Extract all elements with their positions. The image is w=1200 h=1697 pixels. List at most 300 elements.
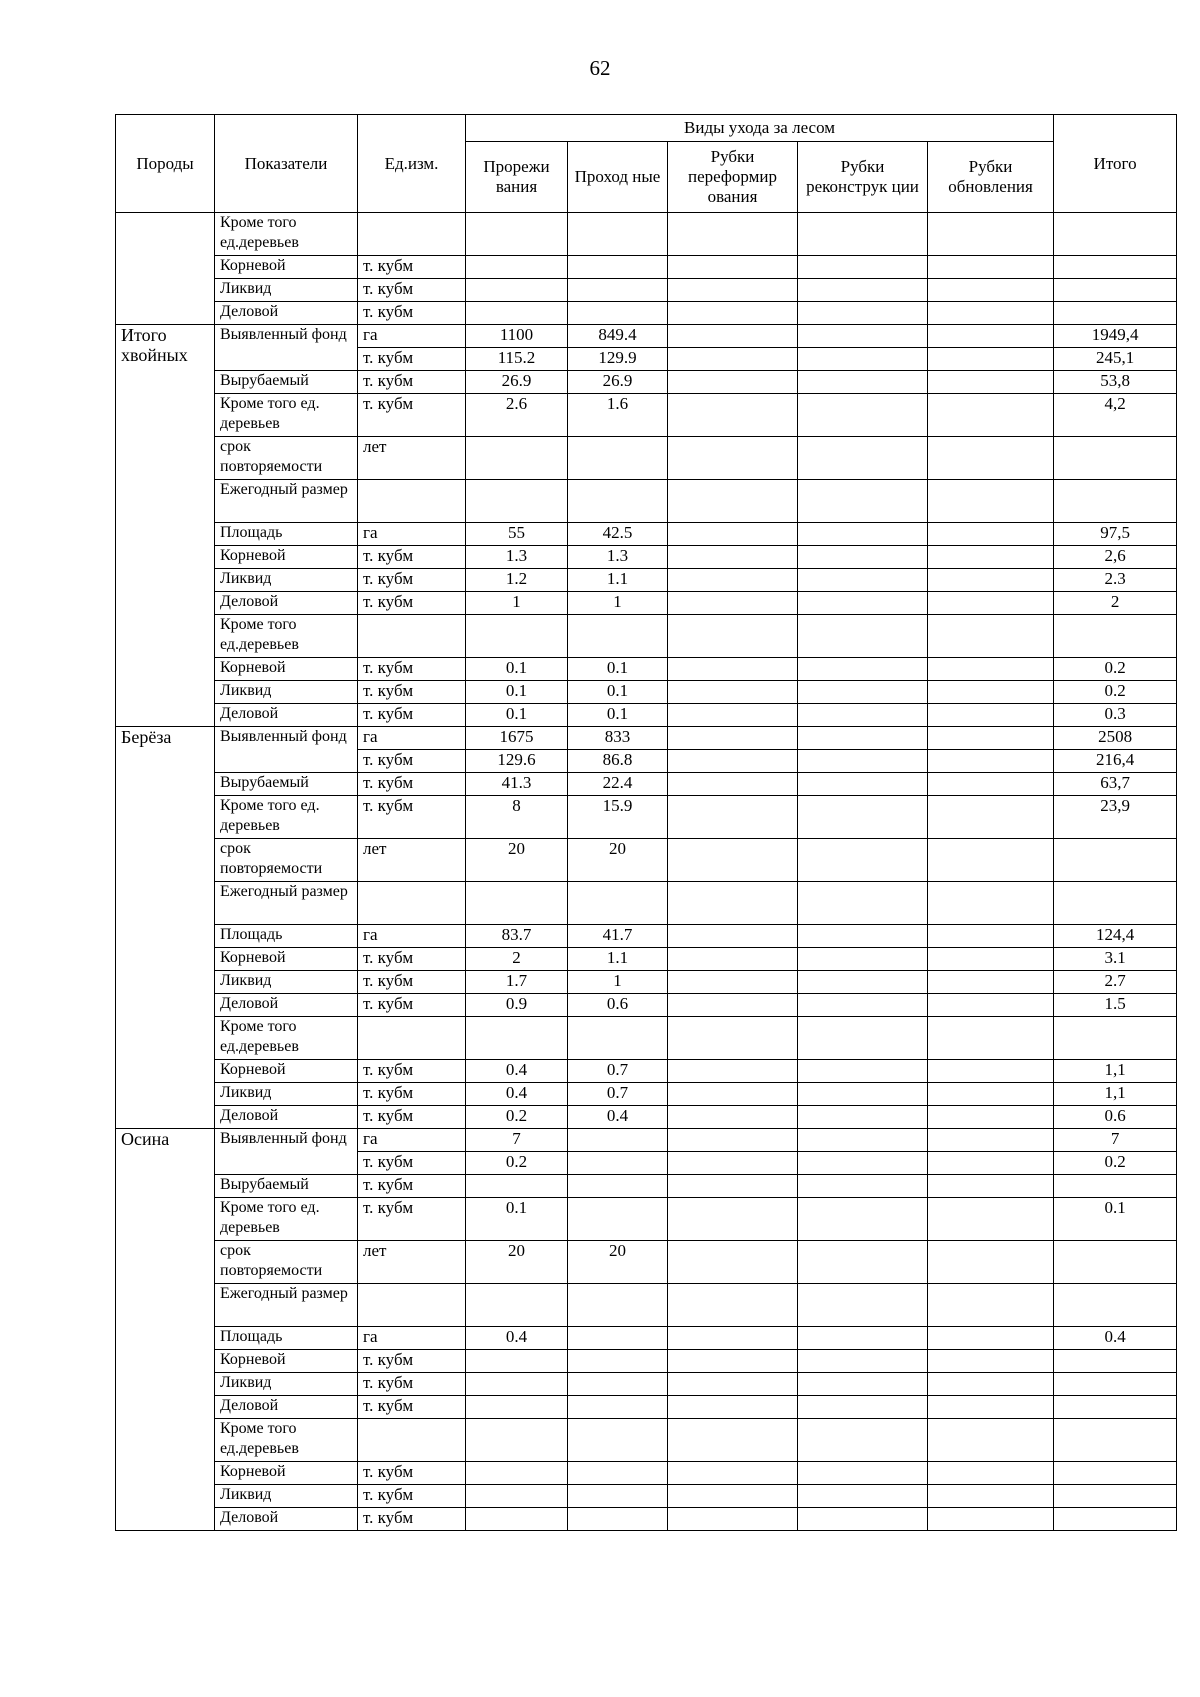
indicator-cell: Выявленный фонд <box>215 325 358 371</box>
indicator-cell: Выявленный фонд <box>215 1129 358 1175</box>
indicator-cell: Корневой <box>215 1462 358 1485</box>
value-cell: 1100 <box>466 325 568 348</box>
unit-cell: т. кубм <box>358 1060 466 1083</box>
indicator-cell: Площадь <box>215 523 358 546</box>
table-header <box>116 115 1177 213</box>
breed-cell: Берёза <box>116 727 215 1129</box>
value-cell: 41.7 <box>568 925 668 948</box>
unit-cell: т. кубм <box>358 1106 466 1129</box>
value-cell: 1.1 <box>568 569 668 592</box>
total-cell <box>1054 1241 1177 1284</box>
table-row <box>116 256 1177 279</box>
value-cell <box>466 1017 568 1060</box>
total-cell: 53,8 <box>1054 371 1177 394</box>
indicator-cell: срок повторяемости <box>215 437 358 480</box>
total-cell <box>1054 1419 1177 1462</box>
value-cell <box>668 1129 798 1152</box>
table-body <box>116 213 1177 1531</box>
value-cell: 0.4 <box>466 1327 568 1350</box>
unit-cell: т. кубм <box>358 994 466 1017</box>
total-cell: 2508 <box>1054 727 1177 750</box>
value-cell <box>668 1175 798 1198</box>
unit-cell <box>358 213 466 256</box>
table-row <box>116 1327 1177 1350</box>
value-cell <box>798 1129 928 1152</box>
value-cell <box>798 1419 928 1462</box>
value-cell <box>798 1083 928 1106</box>
table-row <box>116 1350 1177 1373</box>
indicator-cell: Кроме того ед.деревьев <box>215 1017 358 1060</box>
value-cell <box>928 523 1054 546</box>
header-total: Итого <box>1054 115 1177 213</box>
table-row <box>116 394 1177 437</box>
indicator-cell: Кроме того ед. деревьев <box>215 796 358 839</box>
value-cell: 1.6 <box>568 394 668 437</box>
table-row <box>116 1419 1177 1462</box>
value-cell <box>798 796 928 839</box>
value-cell <box>798 437 928 480</box>
unit-cell: т. кубм <box>358 394 466 437</box>
indicator-cell: Корневой <box>215 546 358 569</box>
unit-cell: т. кубм <box>358 1373 466 1396</box>
value-cell <box>668 1396 798 1419</box>
unit-cell: т. кубм <box>358 1508 466 1531</box>
value-cell <box>466 1396 568 1419</box>
value-cell <box>798 302 928 325</box>
value-cell <box>668 256 798 279</box>
value-cell <box>668 1373 798 1396</box>
value-cell <box>928 256 1054 279</box>
value-cell <box>466 882 568 925</box>
total-cell <box>1054 1485 1177 1508</box>
value-cell <box>928 925 1054 948</box>
value-cell: 41.3 <box>466 773 568 796</box>
value-cell <box>568 615 668 658</box>
unit-cell: т. кубм <box>358 948 466 971</box>
indicator-cell: Выявленный фонд <box>215 727 358 773</box>
value-cell <box>928 1462 1054 1485</box>
value-cell <box>668 1152 798 1175</box>
unit-cell: га <box>358 523 466 546</box>
value-cell: 1.1 <box>568 948 668 971</box>
total-cell: 0.3 <box>1054 704 1177 727</box>
value-cell <box>568 213 668 256</box>
table-row <box>116 1462 1177 1485</box>
value-cell <box>928 615 1054 658</box>
value-cell: 1.3 <box>466 546 568 569</box>
header-breeds: Породы <box>116 115 215 213</box>
value-cell <box>568 1419 668 1462</box>
indicator-cell: Вырубаемый <box>215 1175 358 1198</box>
value-cell <box>466 1508 568 1531</box>
value-cell <box>568 302 668 325</box>
value-cell: 0.4 <box>568 1106 668 1129</box>
unit-cell: т. кубм <box>358 681 466 704</box>
value-cell: 0.2 <box>466 1152 568 1175</box>
value-cell <box>928 1508 1054 1531</box>
table-row <box>116 681 1177 704</box>
value-cell <box>668 1462 798 1485</box>
indicator-cell: Корневой <box>215 1350 358 1373</box>
value-cell: 20 <box>568 1241 668 1284</box>
value-cell <box>928 971 1054 994</box>
header-unit: Ед.изм. <box>358 115 466 213</box>
value-cell <box>568 1129 668 1152</box>
value-cell <box>668 371 798 394</box>
value-cell <box>928 1350 1054 1373</box>
table-row <box>116 325 1177 348</box>
value-cell <box>466 1175 568 1198</box>
indicator-cell: Ликвид <box>215 1485 358 1508</box>
value-cell <box>466 1373 568 1396</box>
total-cell: 0.4 <box>1054 1327 1177 1350</box>
value-cell <box>668 681 798 704</box>
unit-cell <box>358 1284 466 1327</box>
table-row <box>116 371 1177 394</box>
indicator-cell: срок повторяемости <box>215 1241 358 1284</box>
header-passage: Проход ные <box>568 142 668 213</box>
unit-cell: т. кубм <box>358 658 466 681</box>
value-cell: 0.1 <box>466 658 568 681</box>
value-cell: 0.1 <box>568 681 668 704</box>
value-cell <box>568 1327 668 1350</box>
value-cell <box>928 1175 1054 1198</box>
value-cell <box>668 213 798 256</box>
total-cell: 124,4 <box>1054 925 1177 948</box>
value-cell <box>928 727 1054 750</box>
table-row <box>116 1485 1177 1508</box>
value-cell <box>568 1462 668 1485</box>
total-cell <box>1054 839 1177 882</box>
value-cell <box>466 279 568 302</box>
value-cell: 20 <box>568 839 668 882</box>
value-cell <box>928 1241 1054 1284</box>
breed-cell: Осина <box>116 1129 215 1531</box>
value-cell <box>668 1017 798 1060</box>
unit-cell: га <box>358 1129 466 1152</box>
value-cell <box>668 480 798 523</box>
value-cell <box>928 750 1054 773</box>
value-cell <box>798 1350 928 1373</box>
value-cell <box>928 1198 1054 1241</box>
value-cell <box>928 796 1054 839</box>
value-cell: 129.9 <box>568 348 668 371</box>
unit-cell: т. кубм <box>358 546 466 569</box>
value-cell <box>798 371 928 394</box>
total-cell <box>1054 437 1177 480</box>
value-cell <box>568 1396 668 1419</box>
total-cell: 2 <box>1054 592 1177 615</box>
value-cell <box>568 882 668 925</box>
value-cell <box>928 1152 1054 1175</box>
total-cell: 0.2 <box>1054 658 1177 681</box>
indicator-cell: Корневой <box>215 256 358 279</box>
indicator-cell: Ежегодный размер <box>215 882 358 925</box>
value-cell: 0.1 <box>568 658 668 681</box>
unit-cell <box>358 1017 466 1060</box>
value-cell <box>668 302 798 325</box>
value-cell <box>928 325 1054 348</box>
value-cell <box>568 1508 668 1531</box>
total-cell <box>1054 1017 1177 1060</box>
value-cell <box>928 569 1054 592</box>
total-cell <box>1054 256 1177 279</box>
unit-cell: т. кубм <box>358 592 466 615</box>
unit-cell: лет <box>358 437 466 480</box>
value-cell <box>798 1284 928 1327</box>
value-cell <box>928 371 1054 394</box>
total-cell <box>1054 882 1177 925</box>
table-row <box>116 480 1177 523</box>
value-cell <box>798 1485 928 1508</box>
total-cell <box>1054 615 1177 658</box>
value-cell: 2 <box>466 948 568 971</box>
value-cell: 1.2 <box>466 569 568 592</box>
indicator-cell: Ликвид <box>215 1083 358 1106</box>
header-thinning: Прорежи вания <box>466 142 568 213</box>
value-cell: 0.7 <box>568 1060 668 1083</box>
value-cell <box>798 750 928 773</box>
total-cell: 2.7 <box>1054 971 1177 994</box>
value-cell <box>668 971 798 994</box>
value-cell <box>798 1060 928 1083</box>
value-cell <box>798 256 928 279</box>
value-cell <box>798 1396 928 1419</box>
value-cell: 83.7 <box>466 925 568 948</box>
breed-cell: Итого хвойных <box>116 325 215 727</box>
indicator-cell: Деловой <box>215 302 358 325</box>
total-cell <box>1054 213 1177 256</box>
value-cell: 7 <box>466 1129 568 1152</box>
indicator-cell: Площадь <box>215 925 358 948</box>
value-cell <box>668 1106 798 1129</box>
indicator-cell: Кроме того ед.деревьев <box>215 213 358 256</box>
value-cell <box>798 325 928 348</box>
value-cell <box>928 213 1054 256</box>
value-cell <box>668 658 798 681</box>
value-cell <box>568 1284 668 1327</box>
breed-cell <box>116 213 215 325</box>
value-cell <box>466 1284 568 1327</box>
total-cell: 2,6 <box>1054 546 1177 569</box>
indicator-cell: Корневой <box>215 658 358 681</box>
unit-cell: лет <box>358 839 466 882</box>
value-cell <box>798 1508 928 1531</box>
value-cell <box>668 1508 798 1531</box>
value-cell <box>466 615 568 658</box>
value-cell: 86.8 <box>568 750 668 773</box>
total-cell: 1949,4 <box>1054 325 1177 348</box>
table-row <box>116 773 1177 796</box>
value-cell <box>928 948 1054 971</box>
value-cell <box>928 681 1054 704</box>
value-cell <box>798 1373 928 1396</box>
total-cell <box>1054 1373 1177 1396</box>
total-cell <box>1054 1462 1177 1485</box>
unit-cell: т. кубм <box>358 371 466 394</box>
value-cell <box>798 213 928 256</box>
value-cell <box>466 213 568 256</box>
total-cell: 63,7 <box>1054 773 1177 796</box>
indicator-cell: Ежегодный размер <box>215 1284 358 1327</box>
indicator-cell: Деловой <box>215 1508 358 1531</box>
value-cell <box>466 1462 568 1485</box>
total-cell: 1.5 <box>1054 994 1177 1017</box>
value-cell <box>928 1106 1054 1129</box>
total-cell <box>1054 1284 1177 1327</box>
value-cell <box>668 1284 798 1327</box>
unit-cell: т. кубм <box>358 569 466 592</box>
value-cell <box>798 1152 928 1175</box>
value-cell: 22.4 <box>568 773 668 796</box>
value-cell: 26.9 <box>568 371 668 394</box>
total-cell <box>1054 279 1177 302</box>
value-cell <box>798 994 928 1017</box>
value-cell: 26.9 <box>466 371 568 394</box>
indicator-cell: Деловой <box>215 994 358 1017</box>
value-cell: 1675 <box>466 727 568 750</box>
unit-cell: т. кубм <box>358 1396 466 1419</box>
total-cell <box>1054 480 1177 523</box>
indicator-cell: Кроме того ед. деревьев <box>215 1198 358 1241</box>
unit-cell: га <box>358 727 466 750</box>
value-cell <box>466 1485 568 1508</box>
total-cell <box>1054 1396 1177 1419</box>
value-cell <box>798 394 928 437</box>
indicator-cell: Корневой <box>215 948 358 971</box>
total-cell: 7 <box>1054 1129 1177 1152</box>
indicator-cell: Кроме того ед. деревьев <box>215 394 358 437</box>
value-cell <box>668 1060 798 1083</box>
value-cell <box>798 1241 928 1284</box>
value-cell <box>668 592 798 615</box>
value-cell <box>928 882 1054 925</box>
value-cell <box>928 279 1054 302</box>
value-cell <box>798 971 928 994</box>
value-cell <box>668 994 798 1017</box>
total-cell <box>1054 1175 1177 1198</box>
table-row <box>116 1175 1177 1198</box>
value-cell: 1 <box>568 971 668 994</box>
table-row <box>116 1198 1177 1241</box>
table-row <box>116 839 1177 882</box>
value-cell <box>928 704 1054 727</box>
value-cell: 849.4 <box>568 325 668 348</box>
indicator-cell: срок повторяемости <box>215 839 358 882</box>
value-cell <box>668 279 798 302</box>
total-cell: 4,2 <box>1054 394 1177 437</box>
unit-cell: т. кубм <box>358 750 466 773</box>
unit-cell: т. кубм <box>358 1350 466 1373</box>
value-cell <box>928 302 1054 325</box>
value-cell <box>668 569 798 592</box>
unit-cell <box>358 1419 466 1462</box>
value-cell <box>928 348 1054 371</box>
table-row <box>116 882 1177 925</box>
total-cell: 23,9 <box>1054 796 1177 839</box>
value-cell <box>928 1129 1054 1152</box>
value-cell <box>798 348 928 371</box>
value-cell <box>798 1017 928 1060</box>
unit-cell: т. кубм <box>358 704 466 727</box>
indicator-cell: Ежегодный размер <box>215 480 358 523</box>
unit-cell: т. кубм <box>358 1485 466 1508</box>
value-cell <box>568 1017 668 1060</box>
indicator-cell: Деловой <box>215 592 358 615</box>
unit-cell: т. кубм <box>358 279 466 302</box>
value-cell <box>928 1485 1054 1508</box>
value-cell <box>568 1485 668 1508</box>
value-cell <box>928 592 1054 615</box>
value-cell <box>668 925 798 948</box>
value-cell <box>798 773 928 796</box>
table-row <box>116 658 1177 681</box>
value-cell: 0.1 <box>466 681 568 704</box>
table-row <box>116 971 1177 994</box>
table-row <box>116 1060 1177 1083</box>
value-cell: 833 <box>568 727 668 750</box>
table-row <box>116 592 1177 615</box>
table-row <box>116 727 1177 750</box>
indicator-cell: Площадь <box>215 1327 358 1350</box>
value-cell <box>798 480 928 523</box>
value-cell <box>798 1198 928 1241</box>
value-cell <box>668 1485 798 1508</box>
unit-cell: т. кубм <box>358 302 466 325</box>
value-cell <box>568 480 668 523</box>
value-cell: 0.1 <box>466 1198 568 1241</box>
page-number: 62 <box>589 56 611 80</box>
table-row <box>116 1241 1177 1284</box>
value-cell <box>798 615 928 658</box>
value-cell <box>798 1106 928 1129</box>
indicator-cell: Ликвид <box>215 1373 358 1396</box>
unit-cell: т. кубм <box>358 796 466 839</box>
unit-cell: га <box>358 1327 466 1350</box>
value-cell <box>466 480 568 523</box>
indicator-cell: Кроме того ед.деревьев <box>215 615 358 658</box>
value-cell: 0.2 <box>466 1106 568 1129</box>
total-cell <box>1054 1508 1177 1531</box>
indicator-cell: Вырубаемый <box>215 371 358 394</box>
value-cell: 1 <box>568 592 668 615</box>
value-cell <box>798 1175 928 1198</box>
value-cell <box>466 1419 568 1462</box>
table-row <box>116 279 1177 302</box>
total-cell: 245,1 <box>1054 348 1177 371</box>
value-cell <box>798 279 928 302</box>
value-cell: 8 <box>466 796 568 839</box>
table-row <box>116 1396 1177 1419</box>
table-row <box>116 1106 1177 1129</box>
value-cell <box>798 658 928 681</box>
indicator-cell: Вырубаемый <box>215 773 358 796</box>
total-cell: 3.1 <box>1054 948 1177 971</box>
table-row <box>116 437 1177 480</box>
value-cell: 55 <box>466 523 568 546</box>
forest-care-table <box>115 114 1177 1531</box>
total-cell <box>1054 302 1177 325</box>
table-row <box>116 569 1177 592</box>
total-cell <box>1054 1350 1177 1373</box>
value-cell <box>466 302 568 325</box>
header-reformation: Рубки переформир ования <box>668 142 798 213</box>
total-cell: 216,4 <box>1054 750 1177 773</box>
value-cell <box>668 615 798 658</box>
table-row <box>116 302 1177 325</box>
unit-cell: т. кубм <box>358 773 466 796</box>
value-cell <box>668 750 798 773</box>
